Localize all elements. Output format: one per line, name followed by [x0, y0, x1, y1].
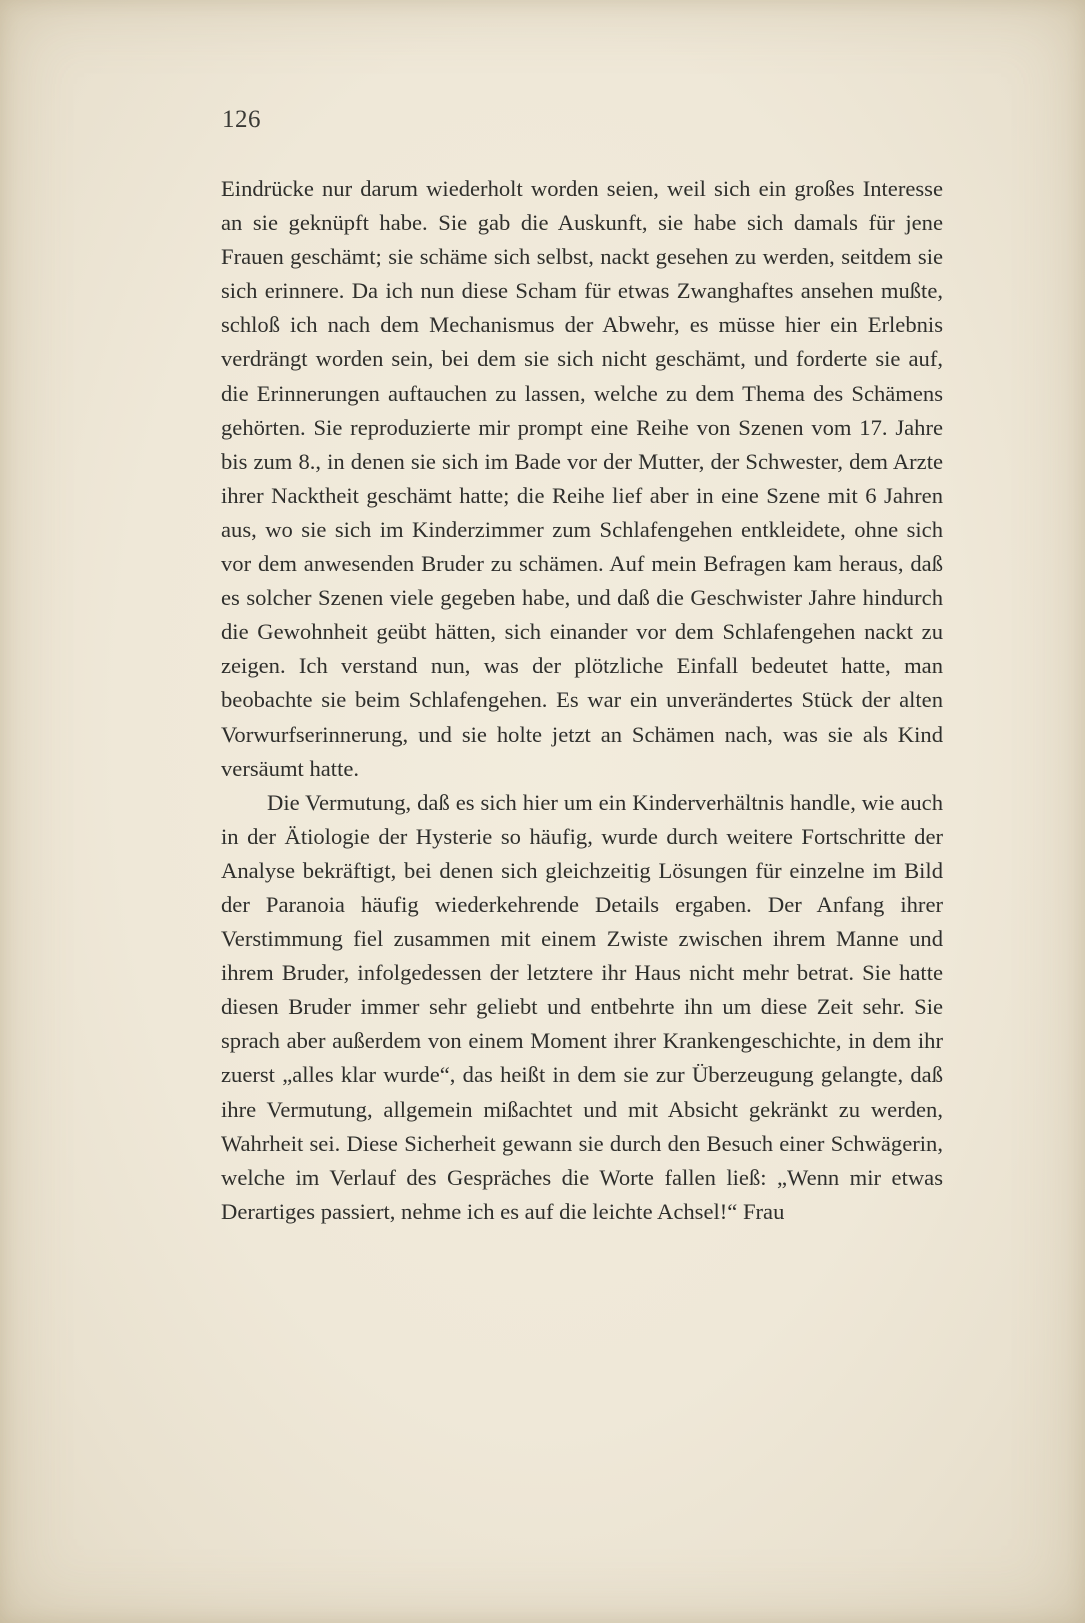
body-text — [221, 172, 943, 1229]
page-number: 126 — [222, 106, 261, 133]
paragraph-2: Die Vermutung, daß es sich hier um ein Kinderverhältnis handle, wie auch in der Ätiologie der Hysterie so häufig, wurde durch weitere Fortschritte der Analyse bekräftigt, bei denen sich gleichzeitig Lösungen für einzelne im Bild der Paranoia häufig wiederkehrende Details ergaben. Der Anfang ihrer Verstimmung fiel zusammen mit einem Zwiste zwischen ihrem Manne und ihrem Bruder, infolgedessen der letztere ihr Haus nicht mehr betrat. Sie hatte diesen Bruder immer sehr geliebt und entbehrte ihn um diese Zeit sehr. Sie sprach aber außerdem von einem Moment ihrer Krankengeschichte, in dem ihr zuerst „alles klar wurde“, das heißt in dem sie zur Überzeugung gelangte, daß ihre Vermutung, allgemein mißachtet und mit Absicht gekränkt zu werden, Wahrheit sei. Diese Sicherheit gewann sie durch den Besuch einer Schwägerin, welche im Verlauf des Gespräches die Worte fallen ließ: „Wenn mir etwas Derartiges passiert, nehme ich es auf die leichte Achsel!“ Frau — [221, 789, 943, 1224]
paragraph-1: Eindrücke nur darum wiederholt worden seien, weil sich ein großes Interesse an sie geknüpft habe. Sie gab die Auskunft, sie habe sich damals für jene Frauen geschämt; sie schäme sich selbst, nackt gesehen zu werden, seitdem sie sich erinnere. Da ich nun diese Scham für etwas Zwanghaftes ansehen mußte, schloß ich nach dem Mechanismus der Abwehr, es müsse hier ein Erlebnis verdrängt worden sein, bei dem sie sich nicht geschämt, und forderte sie auf, die Erinnerungen auftauchen zu lassen, welche zu dem Thema des Schämens gehörten. Sie reproduzierte mir prompt eine Reihe von Szenen vom 17. Jahre bis zum 8., in denen sie sich im Bade vor der Mutter, der Schwester, dem Arzte ihrer Nacktheit geschämt hatte; die Reihe lief aber in eine Szene mit 6 Jahren aus, wo sie sich im Kinderzimmer zum Schlafengehen entkleidete, ohne sich vor dem anwesenden Bruder zu schämen. Auf mein Befragen kam heraus, daß es solcher Szenen viele gegeben habe, und daß die Geschwister Jahre hindurch die Gewohnheit geübt hätten, sich einander vor dem Schlafengehen nackt zu zeigen. Ich verstand nun, was der plötzliche Einfall bedeutet hatte, man beobachte sie beim Schlafengehen. Es war ein unverändertes Stück der alten Vorwurfserinnerung, und sie holte jetzt an Schämen nach, was sie als Kind versäumt hatte. — [221, 176, 943, 781]
